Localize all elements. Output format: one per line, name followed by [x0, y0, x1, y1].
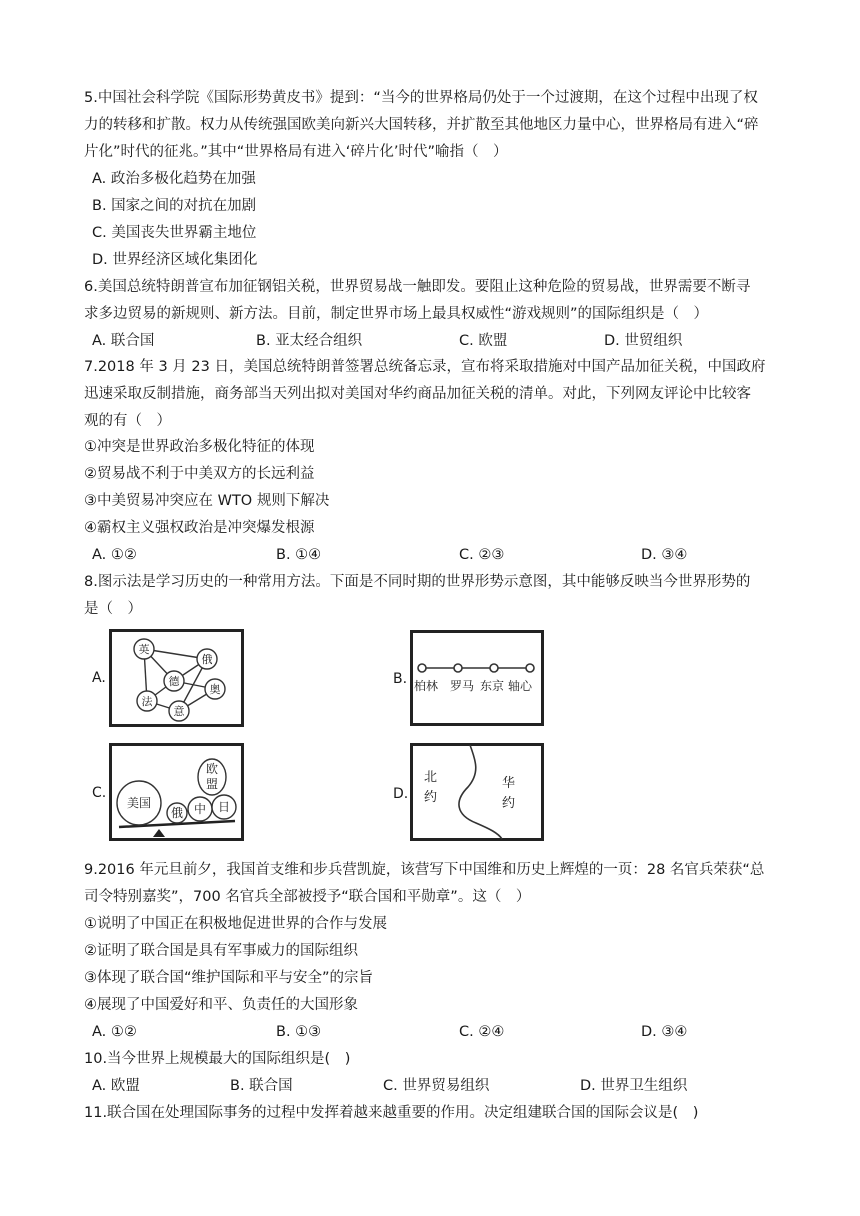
fig-b-label: 罗马: [450, 679, 475, 693]
q7-stem-line-3: 观的有（ ）: [84, 413, 171, 429]
q5-stem-line-2: 力的转移和扩散。权力从传统强国欧美向新兴大国转移，并扩散至其他地区力量中心，世界格局有进入“碎: [84, 117, 759, 133]
fig-b-label: 东京: [480, 679, 505, 693]
q7-option-c: C. ②③: [459, 547, 505, 563]
q6-option-d: D. 世贸组织: [604, 333, 683, 349]
q6-option-b: B. 亚太经合组织: [256, 333, 363, 349]
fig-a-node: 德: [168, 675, 180, 688]
q8-stem-line-2: 是（ ）: [84, 601, 142, 617]
fig-c-label: 美国: [126, 796, 152, 810]
fig-a-node: 英: [138, 643, 150, 656]
q5-option-a: A. 政治多极化趋势在加强: [92, 171, 256, 187]
fig-a-node: 俄: [201, 653, 213, 666]
q10-option-c: C. 世界贸易组织: [383, 1078, 490, 1094]
q8-option-c-label: C.: [92, 785, 107, 801]
fig-b-label: 轴心: [508, 679, 533, 693]
q9-stem-line-1: 9.2016 年元旦前夕，我国首支维和步兵营凯旋，该营写下中国维和历史上辉煌的一页：28 名官兵荣获“总: [84, 862, 765, 878]
q10-option-d: D. 世界卫生组织: [580, 1078, 688, 1094]
q5-option-d: D. 世界经济区域化集团化: [92, 252, 258, 268]
q7-option-b: B. ①④: [276, 547, 322, 563]
q5-option-b: B. 国家之间的对抗在加剧: [92, 198, 257, 214]
q5-stem-line-1: 5.中国社会科学院《国际形势黄皮书》提到：“当今的世界格局仍处于一个过渡期，在这个过程中出现了权: [84, 90, 758, 106]
q8-option-a-label: A.: [92, 670, 106, 686]
fig-c-label: 日: [217, 800, 231, 814]
q10-option-a: A. 欧盟: [92, 1078, 140, 1094]
fig-d-label: 约: [502, 796, 516, 811]
q6-stem-line-2: 求多边贸易的新规则、新方法。目前，制定世界市场上最具权威性“游戏规则”的国际组织是（ ）: [84, 306, 709, 322]
fig-a-node: 法: [141, 695, 153, 708]
q10-option-b: B. 联合国: [230, 1078, 293, 1094]
q6-stem-line-1: 6.美国总统特朗普宣布加征钢铝关税，世界贸易战一触即发。要阻止这种危险的贸易战，世界需要不断寻: [84, 279, 751, 295]
q5-stem-line-3: 片化”时代的征兆。”其中“世界格局有进入‘碎片化’时代”喻指（ ）: [84, 144, 508, 160]
fig-a-node: 意: [173, 705, 185, 718]
q9-statement-4: ④展现了中国爱好和平、负责任的大国形象: [84, 997, 358, 1013]
q6-option-a: A. 联合国: [92, 333, 155, 349]
q7-statement-2: ②贸易战不利于中美双方的长远利益: [84, 466, 315, 482]
q7-statement-3: ③中美贸易冲突应在 WTO 规则下解决: [84, 493, 330, 509]
q6-option-c: C. 欧盟: [459, 333, 508, 349]
q7-stem-line-1: 7.2018 年 3 月 23 日，美国总统特朗普签署总统备忘录，宣布将采取措施对中国产品加征关税，中国政府: [84, 359, 766, 375]
q8-figure-b: [410, 630, 544, 726]
fig-c-label: 俄: [170, 806, 184, 820]
q8-stem-line-1: 8.图示法是学习历史的一种常用方法。下面是不同时期的世界形势示意图，其中能够反映当今世界形势的: [84, 574, 751, 590]
fig-d-label: 约: [424, 790, 438, 805]
q9-stem-line-2: 司令特别嘉奖”，700 名官兵全部被授予“联合国和平勋章”。这（ ）: [84, 889, 531, 905]
q9-option-a: A. ①②: [92, 1024, 137, 1040]
q9-option-b: B. ①③: [276, 1024, 322, 1040]
q7-option-d: D. ③④: [641, 547, 688, 563]
q9-statement-3: ③体现了联合国“维护国际和平与安全”的宗旨: [84, 970, 374, 986]
q7-stem-line-2: 迅速采取反制措施，商务部当天列出拟对美国对华约商品加征关税的清单。对此，下列网友评论中比较客: [84, 386, 751, 402]
q8-option-d-label: D.: [393, 786, 409, 802]
q8-option-b-label: B.: [393, 671, 408, 687]
q9-statement-2: ②证明了联合国是具有军事威力的国际组织: [84, 943, 358, 959]
q10-stem: 10.当今世界上规模最大的国际组织是( ): [84, 1051, 351, 1067]
q9-option-c: C. ②④: [459, 1024, 505, 1040]
q9-option-d: D. ③④: [641, 1024, 688, 1040]
fig-a-node: 奥: [209, 683, 221, 696]
fig-b-label: 柏林: [414, 679, 439, 693]
fig-c-label: 中: [193, 802, 207, 816]
q7-option-a: A. ①②: [92, 547, 137, 563]
fig-c-label: 欧: [205, 762, 219, 776]
q7-statement-4: ④霸权主义强权政治是冲突爆发根源: [84, 520, 315, 536]
q9-statement-1: ①说明了中国正在积极地促进世界的合作与发展: [84, 916, 387, 932]
fig-c-label: 盟: [205, 777, 219, 791]
fig-d-label: 北: [424, 770, 438, 785]
q8-figure-d: [410, 743, 544, 841]
fig-d-label: 华: [502, 776, 516, 791]
q11-stem: 11.联合国在处理国际事务的过程中发挥着越来越重要的作用。决定组建联合国的国际会议是( ): [84, 1105, 699, 1121]
q8-figure-c: [109, 743, 244, 841]
q7-statement-1: ①冲突是世界政治多极化特征的体现: [84, 439, 315, 455]
q5-option-c: C. 美国丧失世界霸主地位: [92, 225, 257, 241]
q8-figure-a: [109, 629, 244, 727]
